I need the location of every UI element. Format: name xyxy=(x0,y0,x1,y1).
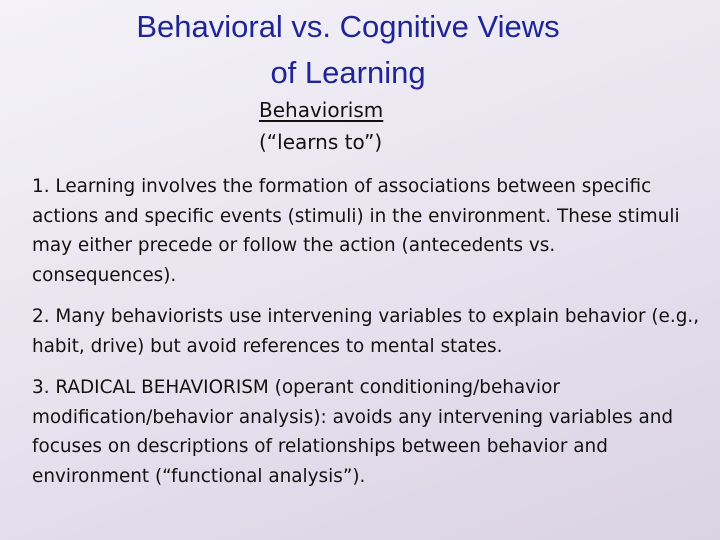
slide-title-line-2: of Learning xyxy=(270,55,426,90)
point-1: 1. Learning involves the formation of associations between specific actions and specific events (stimuli) in the environment. These stimuli may either precede or follow the action (antecedents vs. consequences). xyxy=(32,176,680,286)
slide-title xyxy=(60,4,636,96)
point-2: 2. Many behaviorists use intervening variables to explain behavior (e.g., habit, drive) but avoid references to mental states. xyxy=(32,306,700,357)
slide-title-line-1: Behavioral vs. Cognitive Views xyxy=(136,9,560,44)
points-list xyxy=(32,172,702,503)
subheading xyxy=(259,94,383,158)
subheading-gloss: (“learns to”) xyxy=(259,130,383,154)
point-3: 3. RADICAL BEHAVIORISM (operant conditioning/behavior modification/behavior analysis): avoids any intervening variables and focuses on descriptions of relationships between behavior and environment (“functional analysis”). xyxy=(32,377,674,487)
subheading-term: Behaviorism xyxy=(259,98,384,122)
